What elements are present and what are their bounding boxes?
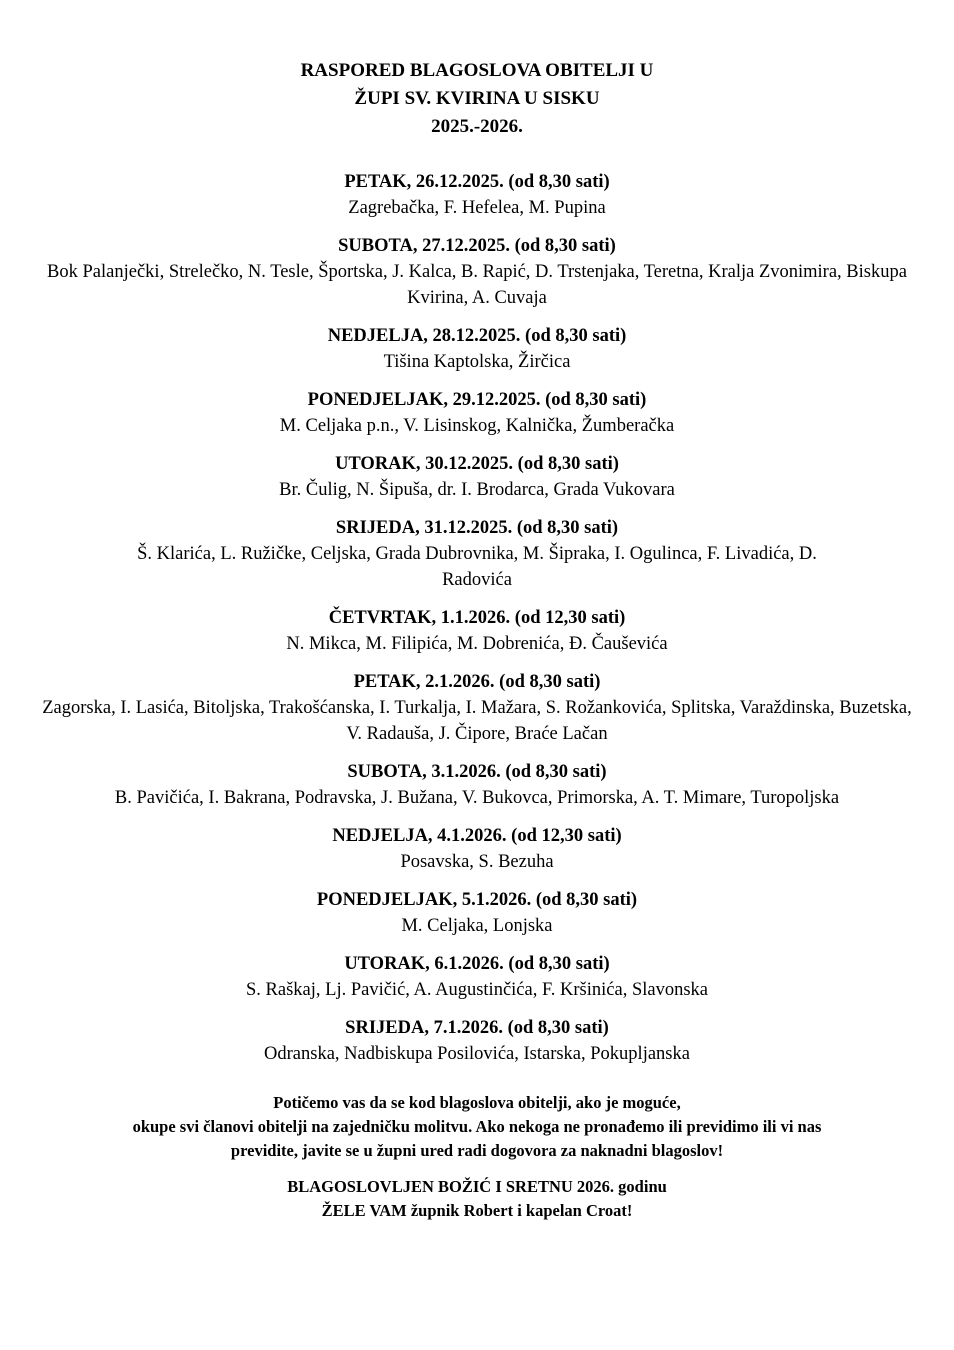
document-title — [0, 57, 954, 141]
schedule-day — [0, 759, 954, 811]
day-heading: NEDJELJA, 4.1.2026. (od 12,30 sati) — [332, 826, 622, 846]
title-line-2: ŽUPI SV. KVIRINA U SISKU — [354, 88, 600, 109]
schedule-day — [0, 169, 954, 221]
day-streets: Br. Čulig, N. Šipuša, dr. I. Brodarca, Grada Vukovara — [279, 480, 675, 500]
day-heading: SUBOTA, 3.1.2026. (od 8,30 sati) — [347, 762, 607, 782]
day-heading: PONEDJELJAK, 5.1.2026. (od 8,30 sati) — [316, 890, 638, 910]
day-heading: PETAK, 2.1.2026. (od 8,30 sati) — [353, 672, 601, 692]
day-streets: N. Mikca, M. Filipića, M. Dobrenića, Đ. Čauševića — [286, 634, 668, 654]
schedule-day — [0, 451, 954, 503]
day-streets: Tišina Kaptolska, Žirčica — [383, 352, 571, 372]
day-streets: Zagrebačka, F. Hefelea, M. Pupina — [348, 198, 606, 218]
schedule-day — [0, 823, 954, 875]
notice-line-3: previdite, javite se u župni ured radi dogovora za naknadni blagoslov! — [230, 1141, 724, 1160]
schedule-day — [0, 605, 954, 657]
day-streets: Bok Palanječki, Strelečko, N. Tesle, Športska, J. Kalca, B. Rapić, D. Trstenjaka, Teretna, Kralja Zvonimira, Biskupa Kvirina, A. Cuvaja — [47, 262, 907, 308]
day-heading: PONEDJELJAK, 29.12.2025. (od 8,30 sati) — [307, 390, 647, 410]
day-heading: NEDJELJA, 28.12.2025. (od 8,30 sati) — [327, 326, 627, 346]
schedule-day — [0, 669, 954, 747]
day-streets: M. Celjaka, Lonjska — [401, 916, 553, 936]
schedule-day — [0, 951, 954, 1003]
day-streets: B. Pavičića, I. Bakrana, Podravska, J. Bužana, V. Bukovca, Primorska, A. T. Mimare, Turopoljska — [114, 788, 840, 808]
title-line-3: 2025.-2026. — [431, 116, 523, 137]
day-streets: Š. Klarića, L. Ružičke, Celjska, Grada Dubrovnika, M. Šipraka, I. Ogulinca, F. Livadića, D. Radovića — [137, 544, 817, 590]
title-line-1: RASPORED BLAGOSLOVA OBITELJI U — [300, 60, 654, 81]
day-heading: ČETVRTAK, 1.1.2026. (od 12,30 sati) — [328, 608, 626, 628]
schedule-day — [0, 1015, 954, 1067]
notice-line-2: okupe svi članovi obitelji na zajedničku molitvu. Ako nekoga ne pronađemo ili previdimo ili vi nas — [132, 1117, 822, 1136]
notice-paragraph — [67, 1091, 887, 1163]
day-streets: S. Raškaj, Lj. Pavičić, A. Augustinčića, F. Kršinića, Slavonska — [246, 980, 708, 1000]
day-streets: M. Celjaka p.n., V. Lisinskog, Kalnička, Žumberačka — [279, 416, 675, 436]
notice-line-1: Potičemo vas da se kod blagoslova obitelji, ako je moguće, — [273, 1093, 681, 1112]
christmas-greeting — [0, 1175, 954, 1223]
schedule-day — [0, 233, 954, 311]
day-heading: SRIJEDA, 31.12.2025. (od 8,30 sati) — [335, 518, 619, 538]
schedule-day — [0, 887, 954, 939]
day-heading: PETAK, 26.12.2025. (od 8,30 sati) — [344, 172, 610, 192]
greeting-line-2: ŽELE VAM župnik Robert i kapelan Croat! — [321, 1201, 633, 1220]
day-streets: Posavska, S. Bezuha — [400, 852, 554, 872]
day-heading: UTORAK, 6.1.2026. (od 8,30 sati) — [344, 954, 610, 974]
day-heading: SUBOTA, 27.12.2025. (od 8,30 sati) — [338, 236, 616, 256]
day-heading: UTORAK, 30.12.2025. (od 8,30 sati) — [335, 454, 619, 474]
schedule-day — [0, 515, 954, 593]
schedule-day — [0, 323, 954, 375]
day-streets: Odranska, Nadbiskupa Posilovića, Istarska, Pokupljanska — [264, 1044, 690, 1064]
day-streets: Zagorska, I. Lasića, Bitoljska, Trakošćanska, I. Turkalja, I. Mažara, S. Rožankovića, Splitska, Varaždinska, Buzetska, V. Radauša, J. Čipore, Braće Lačan — [42, 698, 912, 744]
schedule-day — [0, 387, 954, 439]
greeting-line-1: BLAGOSLOVLJEN BOŽIĆ I SRETNU 2026. godinu — [287, 1177, 667, 1196]
day-heading: SRIJEDA, 7.1.2026. (od 8,30 sati) — [345, 1018, 609, 1038]
blessing-schedule — [0, 169, 954, 1067]
